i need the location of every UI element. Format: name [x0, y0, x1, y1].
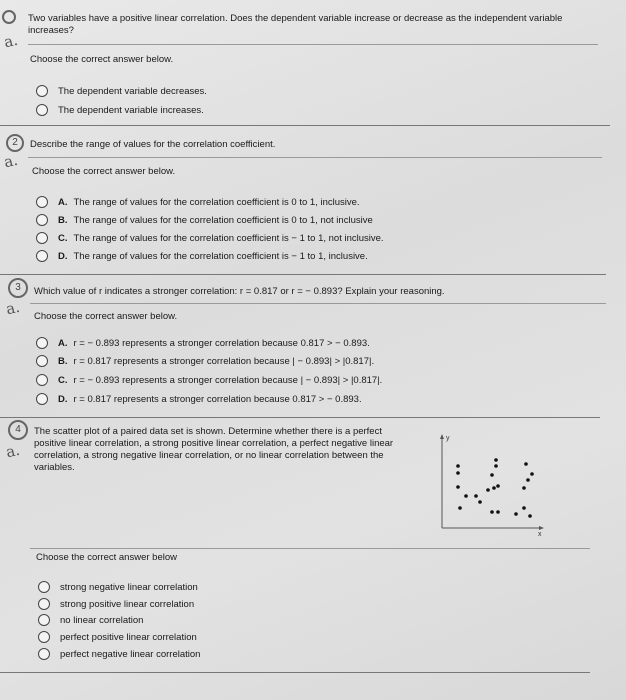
point: [522, 506, 526, 510]
point: [478, 500, 482, 504]
radio-button[interactable]: [38, 581, 50, 593]
radio-button[interactable]: [38, 614, 50, 626]
point: [456, 485, 460, 489]
point: [474, 494, 478, 498]
scatter-points: [456, 458, 534, 518]
radio-button[interactable]: [36, 250, 48, 262]
q3-choose-label: Choose the correct answer below.: [34, 311, 178, 322]
x-axis-arrow: [539, 526, 544, 530]
point: [486, 488, 490, 492]
radio-button[interactable]: [36, 232, 48, 244]
handwritten-answer: a.: [4, 297, 22, 319]
q3-option-d[interactable]: D. r = 0.817 represents a stronger correlation because 0.817 > − 0.893.: [36, 393, 362, 405]
radio-button[interactable]: [36, 85, 48, 97]
radio-button[interactable]: [36, 355, 48, 367]
q4-text: The scatter plot of a paired data set is shown. Determine whether there is a perfect positive linear correlation, a strong positive linear correlation, a perfect negative linear correlation, a strong negative linear correlation, or no linear correlation between the variables.: [34, 426, 394, 473]
point: [492, 486, 496, 490]
q3-option-b[interactable]: B. r = 0.817 represents a stronger correlation because | − 0.893| > |0.817|.: [36, 355, 374, 367]
point: [530, 472, 534, 476]
radio-button[interactable]: [38, 648, 50, 660]
y-axis-arrow: [440, 434, 444, 439]
divider: [30, 548, 590, 549]
point: [528, 514, 532, 518]
q2-option-b[interactable]: B. The range of values for the correlation coefficient is 0 to 1, not inclusive: [36, 214, 373, 226]
divider: [30, 303, 606, 304]
q4-option[interactable]: no linear correlation: [38, 614, 143, 626]
question-divider: [0, 417, 600, 418]
q1-option[interactable]: The dependent variable increases.: [36, 104, 204, 116]
divider: [28, 44, 598, 45]
question-number-circle: 2: [6, 134, 24, 152]
q4-option[interactable]: strong positive linear correlation: [38, 598, 194, 610]
radio-button[interactable]: [36, 374, 48, 386]
q3-option-c[interactable]: C. r = − 0.893 represents a stronger correlation because | − 0.893| > |0.817|.: [36, 374, 382, 386]
radio-button[interactable]: [36, 196, 48, 208]
point: [456, 471, 460, 475]
q2-choose-label: Choose the correct answer below.: [32, 166, 176, 177]
question-divider: [0, 125, 610, 126]
q4-option[interactable]: perfect positive linear correlation: [38, 631, 197, 643]
point: [496, 510, 500, 514]
radio-button[interactable]: [36, 393, 48, 405]
divider: [28, 157, 602, 158]
x-axis-label: x: [538, 531, 542, 538]
q4-choose-label: Choose the correct answer below: [36, 552, 177, 563]
q1-text: Two variables have a positive linear correlation. Does the dependent variable increase or decrease as the independent variable increases?: [28, 13, 563, 36]
q2-option-a[interactable]: A. The range of values for the correlation coefficient is 0 to 1, inclusive.: [36, 196, 360, 208]
y-axis-label: y: [446, 435, 450, 442]
q2-text: Describe the range of values for the correlation coefficient.: [30, 139, 276, 150]
radio-button[interactable]: [36, 337, 48, 349]
q1-option[interactable]: The dependent variable decreases.: [36, 85, 207, 97]
q3-text: Which value of r indicates a stronger correlation: r = 0.817 or r = − 0.893? Explain your reasoning.: [34, 286, 445, 297]
radio-button[interactable]: [36, 214, 48, 226]
question-number-circle: 4: [8, 420, 28, 440]
radio-button[interactable]: [38, 631, 50, 643]
question-divider: [0, 672, 590, 673]
point: [464, 494, 468, 498]
question-divider: [0, 274, 606, 275]
point: [456, 464, 460, 468]
q4-option[interactable]: strong negative linear correlation: [38, 581, 198, 593]
q4-option[interactable]: perfect negative linear correlation: [38, 648, 200, 660]
point: [524, 462, 528, 466]
q3-option-a[interactable]: A. r = − 0.893 represents a stronger correlation because 0.817 > − 0.893.: [36, 337, 370, 349]
question-number-circle: 3: [8, 278, 28, 298]
handwritten-answer: a.: [2, 30, 20, 52]
q1-choose-label: Choose the correct answer below.: [30, 54, 174, 65]
point: [494, 458, 498, 462]
point: [490, 510, 494, 514]
point: [494, 464, 498, 468]
question-number-circle: [2, 10, 16, 24]
handwritten-answer: a.: [4, 440, 22, 462]
radio-button[interactable]: [36, 104, 48, 116]
q2-option-c[interactable]: C. The range of values for the correlation coefficient is − 1 to 1, not inclusive.: [36, 232, 384, 244]
handwritten-answer: a.: [2, 150, 20, 172]
scatter-plot: [436, 432, 548, 538]
point: [490, 473, 494, 477]
point: [458, 506, 462, 510]
radio-button[interactable]: [38, 598, 50, 610]
point: [514, 512, 518, 516]
point: [496, 484, 500, 488]
point: [522, 486, 526, 490]
q2-option-d[interactable]: D. The range of values for the correlation coefficient is − 1 to 1, inclusive.: [36, 250, 368, 262]
point: [526, 478, 530, 482]
